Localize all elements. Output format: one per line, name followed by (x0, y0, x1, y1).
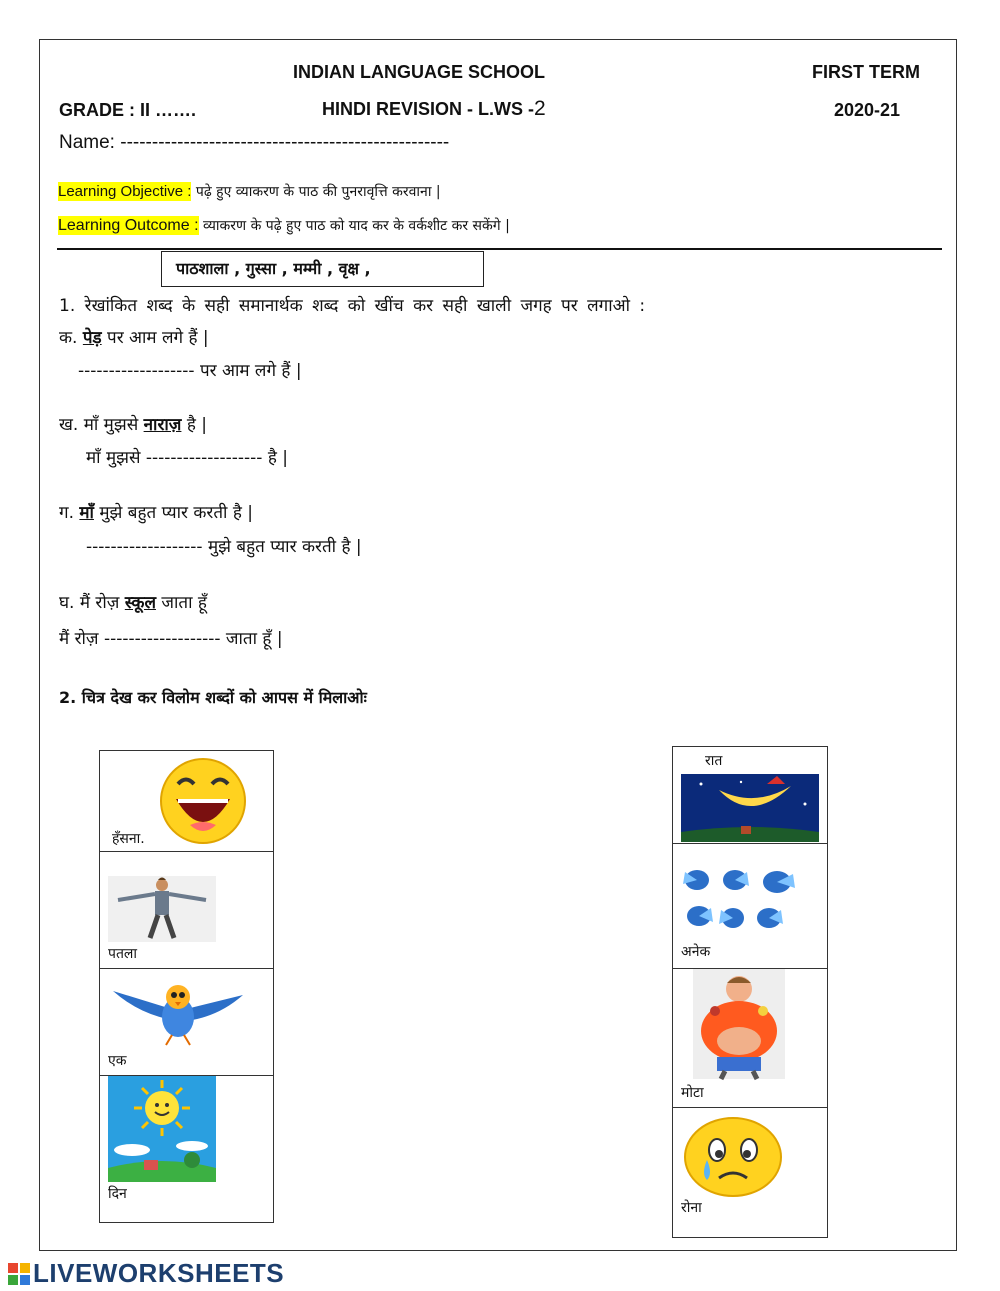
q1-d-underlined: स्कूल (124, 593, 157, 613)
liveworksheets-logo-text[interactable]: LIVEWORKSHEETS (33, 1258, 285, 1288)
term-label: FIRST TERM (812, 62, 920, 82)
match-left-label-4: दिन (108, 1186, 127, 1202)
match-right-label-3: मोटा (681, 1085, 704, 1101)
school-name: INDIAN LANGUAGE SCHOOL (293, 62, 545, 82)
match-right-item-3[interactable] (672, 968, 828, 1108)
match-right-label-2: अनेक (681, 944, 711, 960)
match-right-item-1[interactable] (672, 746, 828, 844)
divider-line (57, 248, 942, 250)
q1-b-underlined: नाराज़ (143, 415, 182, 435)
subject-number: 2 (534, 97, 546, 120)
q1-blank-d[interactable]: मैं रोज़ ------------------- जाता हूँ | (59, 629, 283, 649)
crying-face-icon (683, 1116, 783, 1198)
q1-sentence-a (59, 325, 209, 348)
q1-a-suffix: पर आम लगे हैं | (101, 328, 209, 348)
match-left-item-1[interactable] (99, 750, 274, 852)
objective-label: Learning Objective : (58, 183, 192, 200)
match-left-label-1: हँसना. (112, 831, 145, 847)
q1-blank-b[interactable]: माँ मुझसे ------------------- है | (86, 448, 288, 468)
q1-a-prefix: क. (59, 328, 83, 348)
q1-c-suffix: मुझे बहुत प्यार करती है | (93, 503, 254, 523)
match-left-label-3: एक (108, 1053, 127, 1069)
match-left-item-2[interactable] (99, 851, 274, 969)
q1-instruction: 1. रेखांकित शब्द के सही समानार्थक शब्द को खींच कर सही खाली जगह पर लगाओ : (59, 296, 646, 316)
objective-text: पढ़े हुए व्याकरण के पाठ की पुनरावृत्ति करवाना | (191, 184, 441, 200)
many-birds-icon (681, 864, 799, 940)
match-right-label-4: रोना (681, 1200, 702, 1216)
match-right-item-2[interactable] (672, 843, 828, 969)
q1-d-prefix: घ. मैं रोज़ (59, 593, 125, 613)
fat-man-icon (693, 969, 785, 1079)
grade-label: GRADE : II ……. (59, 100, 197, 120)
match-right-item-4[interactable] (672, 1107, 828, 1238)
subject-prefix: HINDI REVISION - L.WS - (322, 99, 535, 119)
learning-outcome (58, 215, 510, 235)
q1-c-prefix: ग. (59, 503, 80, 523)
q2-instruction: 2. चित्र देख कर विलोम शब्दों को आपस में मिलाओः (59, 688, 367, 707)
word-bank-box[interactable]: पाठशाला , गुस्सा , मम्मी , वृक्ष , (161, 251, 484, 287)
q1-blank-a[interactable]: ------------------- पर आम लगे हैं | (78, 361, 302, 381)
laughing-face-icon (158, 749, 248, 845)
q1-sentence-c (59, 500, 253, 523)
outcome-label: Learning Outcome : (58, 217, 199, 234)
year-label: 2020-21 (834, 100, 901, 120)
learning-objective (58, 181, 441, 201)
thin-man-icon (108, 876, 216, 942)
q1-b-suffix: है | (181, 415, 207, 435)
match-left-item-3[interactable] (99, 968, 274, 1076)
subject-title (322, 97, 546, 121)
q1-b-prefix: ख. माँ मुझसे (59, 415, 144, 435)
q1-c-underlined: माँ (79, 503, 94, 523)
q1-sentence-d (59, 590, 207, 613)
sun-day-icon (108, 1076, 216, 1182)
name-field[interactable]: Name: ---------------------------------------------------- (59, 132, 450, 153)
q1-sentence-b (59, 412, 207, 435)
match-left-item-4[interactable] (99, 1075, 274, 1223)
liveworksheets-logo-icon (8, 1263, 30, 1285)
outcome-text: व्याकरण के पढ़े हुए पाठ को याद कर के वर्कशीट कर सकेंगे | (198, 218, 510, 234)
q1-a-underlined: पेड़ (82, 328, 102, 348)
moon-night-icon (681, 774, 819, 842)
q1-d-suffix: जाता हूँ (156, 593, 207, 613)
q1-blank-c[interactable]: ------------------- मुझे बहुत प्यार करती है | (86, 537, 362, 557)
match-right-label-1: रात (705, 753, 723, 769)
single-bird-icon (108, 975, 248, 1047)
match-left-label-2: पतला (108, 946, 138, 962)
